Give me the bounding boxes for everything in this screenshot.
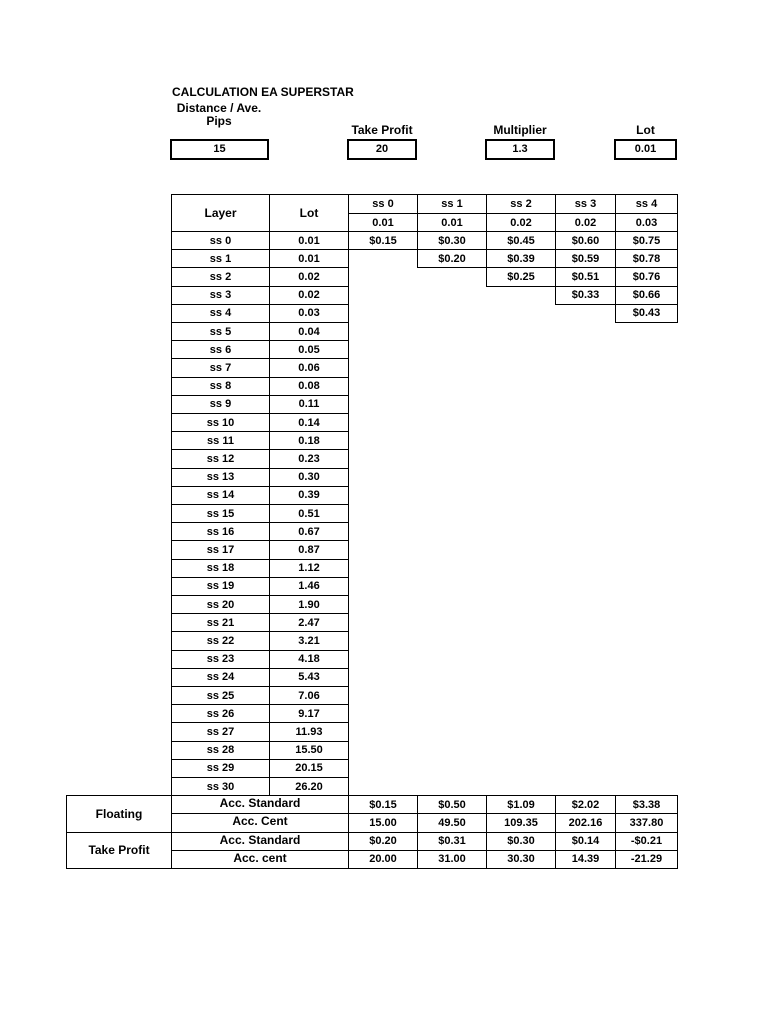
matrix-cell-3-3: $0.33 [555, 286, 616, 305]
summary-cell-1-4: 337.80 [615, 813, 678, 832]
layer-cell-2: ss 2 [171, 267, 270, 286]
matrix-cell-1-2: $0.39 [486, 249, 556, 268]
layer-cell-20: ss 20 [171, 595, 270, 614]
lot-input[interactable]: 0.01 [614, 139, 677, 160]
lot-cell-3: 0.02 [269, 286, 349, 305]
floating-label: Floating [66, 795, 172, 832]
layer-cell-25: ss 25 [171, 686, 270, 705]
summary-cell-3-0: 20.00 [348, 850, 418, 869]
lot-cell-2: 0.02 [269, 267, 349, 286]
lot-cell-26: 9.17 [269, 704, 349, 723]
summary-cell-2-4: -$0.21 [615, 832, 678, 851]
summary-cell-0-2: $1.09 [486, 795, 556, 814]
layer-cell-16: ss 16 [171, 522, 270, 541]
layer-cell-23: ss 23 [171, 650, 270, 669]
layer-cell-24: ss 24 [171, 668, 270, 687]
matrix-cell-1-3: $0.59 [555, 249, 616, 268]
summary-cell-0-0: $0.15 [348, 795, 418, 814]
summary-label-0: Acc. Standard [171, 795, 349, 814]
lot-cell-17: 0.87 [269, 540, 349, 559]
matrix-cell-1-1: $0.20 [417, 249, 487, 268]
layer-cell-21: ss 21 [171, 613, 270, 632]
layer-cell-26: ss 26 [171, 704, 270, 723]
summary-cell-3-2: 30.30 [486, 850, 556, 869]
layer-cell-11: ss 11 [171, 431, 270, 450]
lot-cell-5: 0.04 [269, 322, 349, 341]
lot-cell-8: 0.08 [269, 377, 349, 396]
summary-cell-2-2: $0.30 [486, 832, 556, 851]
summary-cell-3-1: 31.00 [417, 850, 487, 869]
summary-cell-2-1: $0.31 [417, 832, 487, 851]
summary-cell-1-2: 109.35 [486, 813, 556, 832]
multiplier-input[interactable]: 1.3 [485, 139, 555, 160]
matrix-cell-0-3: $0.60 [555, 231, 616, 250]
matrix-cell-2-4: $0.76 [615, 267, 678, 286]
lot-cell-6: 0.05 [269, 340, 349, 359]
lot-cell-27: 11.93 [269, 722, 349, 741]
matrix-col-layer-2: ss 2 [486, 194, 556, 214]
matrix-cell-3-4: $0.66 [615, 286, 678, 305]
layer-cell-5: ss 5 [171, 322, 270, 341]
matrix-col-layer-4: ss 4 [615, 194, 678, 214]
distance-label [172, 102, 266, 128]
layer-cell-22: ss 22 [171, 631, 270, 650]
layer-cell-14: ss 14 [171, 486, 270, 505]
layer-cell-4: ss 4 [171, 304, 270, 323]
summary-cell-3-3: 14.39 [555, 850, 616, 869]
layer-cell-18: ss 18 [171, 559, 270, 578]
matrix-col-lot-2: 0.02 [486, 213, 556, 232]
take-profit-summary-label: Take Profit [66, 832, 172, 869]
lot-cell-1: 0.01 [269, 249, 349, 268]
layer-cell-15: ss 15 [171, 504, 270, 523]
lot-cell-0: 0.01 [269, 231, 349, 250]
lot-cell-13: 0.30 [269, 468, 349, 487]
lot-cell-9: 0.11 [269, 395, 349, 414]
lot-cell-25: 7.06 [269, 686, 349, 705]
take-profit-input[interactable]: 20 [347, 139, 417, 160]
lot-cell-18: 1.12 [269, 559, 349, 578]
lot-cell-7: 0.06 [269, 358, 349, 377]
lot-cell-11: 0.18 [269, 431, 349, 450]
lot-cell-21: 2.47 [269, 613, 349, 632]
matrix-col-layer-1: ss 1 [417, 194, 487, 214]
multiplier-label: Multiplier [493, 123, 547, 137]
layer-cell-28: ss 28 [171, 741, 270, 760]
summary-label-2: Acc. Standard [171, 832, 349, 851]
lot-cell-20: 1.90 [269, 595, 349, 614]
layer-cell-1: ss 1 [171, 249, 270, 268]
lot-cell-22: 3.21 [269, 631, 349, 650]
summary-label-3: Acc. cent [171, 850, 349, 869]
lot-cell-16: 0.67 [269, 522, 349, 541]
lot-cell-19: 1.46 [269, 577, 349, 596]
matrix-col-layer-3: ss 3 [555, 194, 616, 214]
lot-cell-28: 15.50 [269, 741, 349, 760]
lot-cell-24: 5.43 [269, 668, 349, 687]
layer-cell-9: ss 9 [171, 395, 270, 414]
layer-header: Layer [171, 194, 270, 232]
matrix-cell-4-4: $0.43 [615, 304, 678, 323]
layer-cell-8: ss 8 [171, 377, 270, 396]
layer-cell-3: ss 3 [171, 286, 270, 305]
layer-cell-30: ss 30 [171, 777, 270, 796]
lot-cell-14: 0.39 [269, 486, 349, 505]
lot-cell-10: 0.14 [269, 413, 349, 432]
summary-cell-2-3: $0.14 [555, 832, 616, 851]
matrix-cell-0-2: $0.45 [486, 231, 556, 250]
layer-cell-12: ss 12 [171, 449, 270, 468]
lot-cell-4: 0.03 [269, 304, 349, 323]
distance-label-line1: Distance / Ave. [176, 101, 262, 115]
summary-cell-0-3: $2.02 [555, 795, 616, 814]
take-profit-label: Take Profit [351, 123, 413, 137]
summary-cell-2-0: $0.20 [348, 832, 418, 851]
distance-label-line2: Pips [206, 114, 232, 128]
lot-cell-30: 26.20 [269, 777, 349, 796]
summary-cell-0-4: $3.38 [615, 795, 678, 814]
lot-cell-23: 4.18 [269, 650, 349, 669]
matrix-col-lot-0: 0.01 [348, 213, 418, 232]
lot-cell-15: 0.51 [269, 504, 349, 523]
layer-cell-7: ss 7 [171, 358, 270, 377]
lot-cell-29: 20.15 [269, 759, 349, 778]
layer-cell-19: ss 19 [171, 577, 270, 596]
distance-input[interactable]: 15 [170, 139, 269, 160]
lot-label: Lot [636, 123, 655, 137]
matrix-cell-0-1: $0.30 [417, 231, 487, 250]
lot-cell-12: 0.23 [269, 449, 349, 468]
summary-cell-1-3: 202.16 [555, 813, 616, 832]
lot-header: Lot [269, 194, 349, 232]
matrix-col-lot-1: 0.01 [417, 213, 487, 232]
summary-cell-0-1: $0.50 [417, 795, 487, 814]
layer-cell-10: ss 10 [171, 413, 270, 432]
summary-cell-1-1: 49.50 [417, 813, 487, 832]
summary-cell-3-4: -21.29 [615, 850, 678, 869]
matrix-cell-2-3: $0.51 [555, 267, 616, 286]
matrix-cell-1-4: $0.78 [615, 249, 678, 268]
matrix-cell-0-0: $0.15 [348, 231, 418, 250]
layer-cell-6: ss 6 [171, 340, 270, 359]
summary-label-1: Acc. Cent [171, 813, 349, 832]
matrix-cell-0-4: $0.75 [615, 231, 678, 250]
matrix-cell-2-2: $0.25 [486, 267, 556, 286]
matrix-col-lot-4: 0.03 [615, 213, 678, 232]
page-title: CALCULATION EA SUPERSTAR [172, 85, 354, 99]
layer-cell-27: ss 27 [171, 722, 270, 741]
matrix-col-lot-3: 0.02 [555, 213, 616, 232]
matrix-col-layer-0: ss 0 [348, 194, 418, 214]
summary-cell-1-0: 15.00 [348, 813, 418, 832]
layer-cell-13: ss 13 [171, 468, 270, 487]
layer-cell-0: ss 0 [171, 231, 270, 250]
layer-cell-29: ss 29 [171, 759, 270, 778]
layer-cell-17: ss 17 [171, 540, 270, 559]
